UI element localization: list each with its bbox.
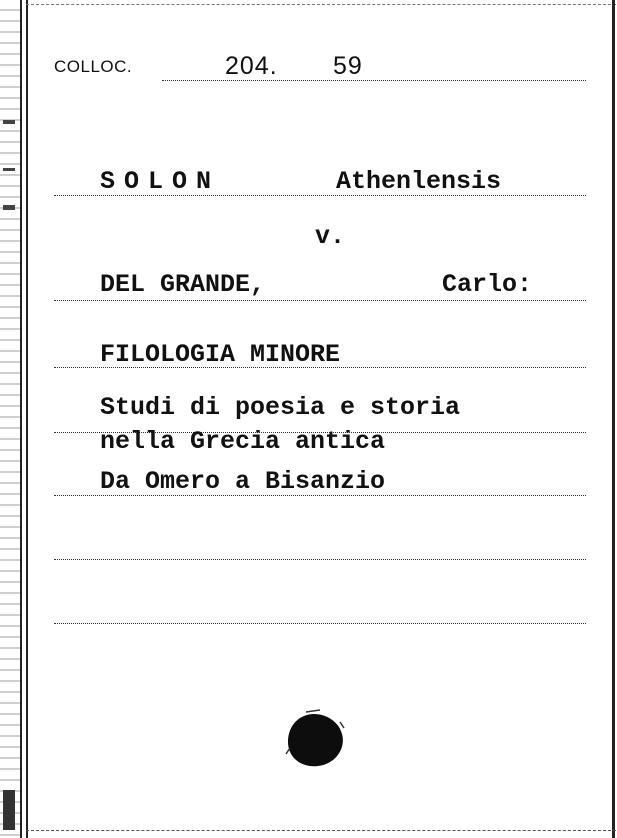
author-rule [54, 195, 586, 196]
punch-hole-icon [284, 708, 346, 768]
binding-speck [3, 120, 15, 124]
binding-speck [3, 168, 15, 171]
blank-rule [54, 623, 586, 624]
subtitle-rule [54, 495, 586, 496]
subtitle-line: nella Grecia antica [100, 427, 386, 456]
colloc-number-sub: 59 [333, 52, 363, 80]
see-also-marker: v. [315, 222, 346, 251]
blank-rule [54, 559, 586, 560]
colloc-label: COLLOC. [54, 57, 133, 76]
binding-speck [3, 790, 15, 830]
title-rule [54, 367, 586, 368]
author-epithet: Athenlensis [336, 167, 502, 196]
card-bottom-edge [26, 830, 616, 831]
book-title: FILOLOGIA MINORE [100, 340, 341, 369]
card-margin-rule [26, 0, 28, 838]
subtitle-line: Studi di poesia e storia [100, 393, 461, 422]
colloc-number-main: 204. [225, 52, 278, 80]
subtitle-line: Da Omero a Bisanzio [100, 467, 386, 496]
colloc-rule [162, 80, 586, 81]
card-top-edge [26, 4, 616, 5]
author-name: SOLON [100, 167, 221, 196]
card-binding-edge [0, 0, 22, 838]
binding-speck [3, 205, 15, 210]
editor-forename: Carlo: [442, 270, 533, 299]
card-right-edge [612, 0, 615, 838]
editor-surname: DEL GRANDE, [100, 270, 266, 299]
editor-rule [54, 300, 586, 301]
